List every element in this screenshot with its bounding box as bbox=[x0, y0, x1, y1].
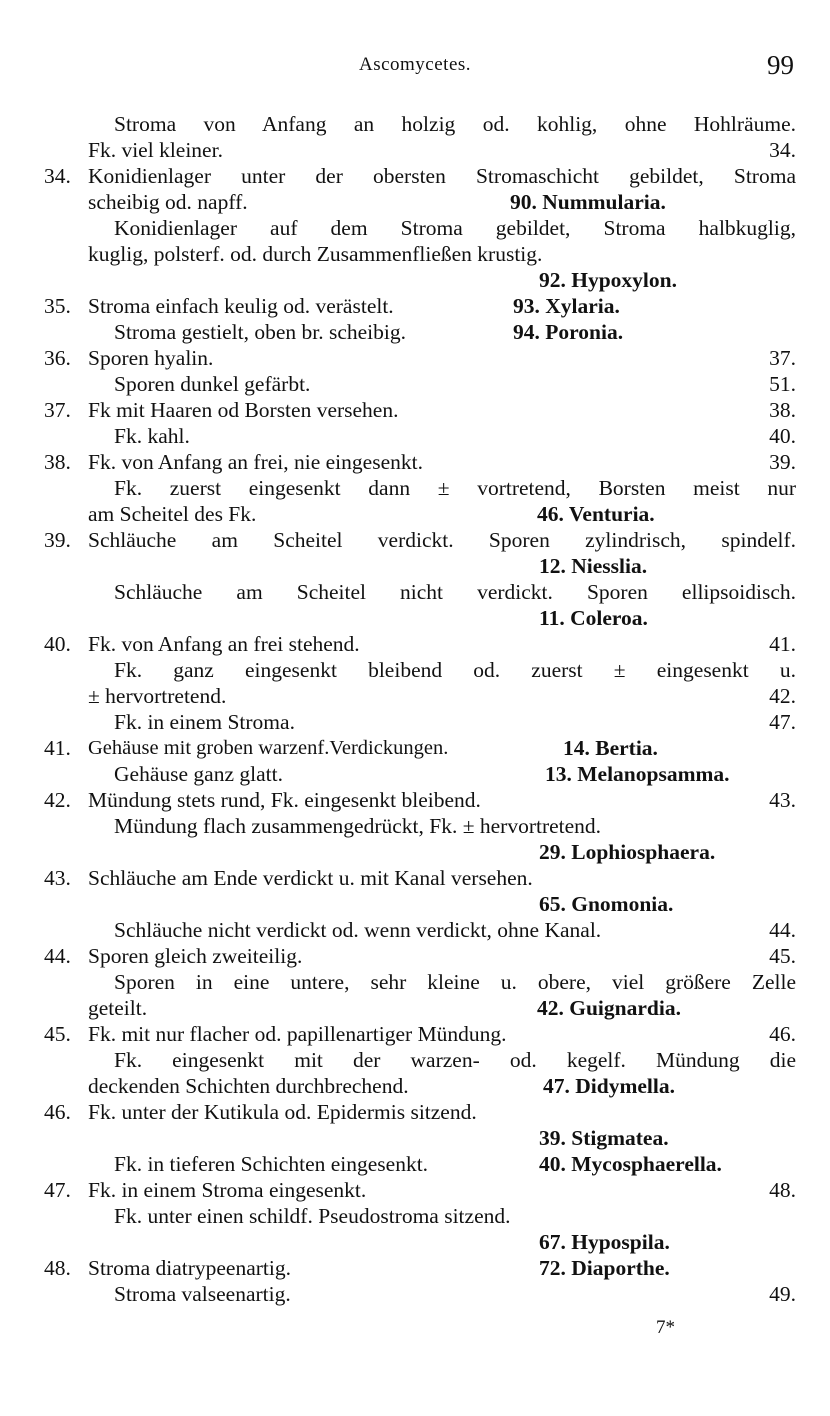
key-line bbox=[0, 1125, 830, 1151]
key-line bbox=[0, 475, 830, 501]
couplet-number: 38. bbox=[44, 450, 71, 474]
genus-name: 13. Melanopsamma. bbox=[545, 762, 730, 786]
genus-name: 94. Poronia. bbox=[513, 320, 624, 344]
lead-reference: 39. bbox=[769, 450, 796, 474]
couplet-number: 45. bbox=[44, 1022, 71, 1046]
key-line bbox=[0, 579, 830, 605]
genus-name: 29. Lophiosphaera. bbox=[539, 840, 716, 864]
line-text: Schläuche am Ende verdickt u. mit Kanal versehen. bbox=[88, 866, 533, 890]
lead-reference: 40. bbox=[769, 424, 796, 448]
line-text: Konidienlager auf dem Stroma gebildet, Stroma halbkuglig, bbox=[114, 216, 796, 240]
genus-name: 12. Niesslia. bbox=[539, 554, 648, 578]
line-text: deckenden Schichten durchbrechend. bbox=[88, 1074, 409, 1098]
genus-name: 90. Nummularia. bbox=[510, 190, 666, 214]
genus-name: 39. Stigmatea. bbox=[539, 1126, 669, 1150]
running-header: Ascomycetes. bbox=[358, 54, 472, 75]
line-text: Schläuche am Scheitel verdickt. Sporen zylindrisch, spindelf. bbox=[88, 528, 796, 552]
line-text: Fk. eingesenkt mit der warzen- od. kegelf. Mündung die bbox=[114, 1048, 796, 1072]
page-number: 99 bbox=[767, 50, 794, 80]
key-line bbox=[0, 1255, 830, 1281]
key-line bbox=[0, 1047, 830, 1073]
key-line bbox=[0, 345, 830, 371]
key-line bbox=[0, 449, 830, 475]
lead-reference: 43. bbox=[769, 788, 796, 812]
couplet-number: 48. bbox=[44, 1256, 71, 1280]
line-text: Sporen gleich zweiteilig. bbox=[88, 944, 303, 968]
couplet-number: 44. bbox=[44, 944, 71, 968]
genus-name: 65. Gnomonia. bbox=[539, 892, 674, 916]
genus-name: 42. Guignardia. bbox=[537, 996, 681, 1020]
lead-reference: 41. bbox=[769, 632, 796, 656]
couplet-number: 46. bbox=[44, 1100, 71, 1124]
couplet-number: 47. bbox=[44, 1178, 71, 1202]
line-text: Fk. von Anfang an frei stehend. bbox=[88, 632, 360, 656]
genus-name: 72. Diaporthe. bbox=[539, 1256, 670, 1280]
genus-name: 40. Mycosphaerella. bbox=[539, 1152, 722, 1176]
lead-reference: 42. bbox=[769, 684, 796, 708]
key-line bbox=[0, 1281, 830, 1307]
key-line bbox=[0, 891, 830, 917]
lead-reference: 44. bbox=[769, 918, 796, 942]
line-text: Fk. mit nur flacher od. papillenartiger Mündung. bbox=[88, 1022, 507, 1046]
line-text: scheibig od. napff. bbox=[88, 190, 248, 214]
lead-reference: 49. bbox=[769, 1282, 796, 1306]
line-text: Konidienlager unter der obersten Stromaschicht gebildet, Stroma bbox=[88, 164, 796, 188]
line-text: Stroma von Anfang an holzig od. kohlig, ohne Hohlräume. bbox=[114, 112, 796, 136]
line-text: Fk. in tieferen Schichten eingesenkt. bbox=[114, 1152, 429, 1176]
key-line bbox=[0, 839, 830, 865]
line-text: Fk. in einem Stroma eingesenkt. bbox=[88, 1178, 367, 1202]
couplet-number: 42. bbox=[44, 788, 71, 812]
line-text: Fk. viel kleiner. bbox=[88, 138, 223, 162]
line-text: Stroma diatrypeenartig. bbox=[88, 1256, 291, 1280]
key-line bbox=[0, 683, 830, 709]
key-line bbox=[0, 137, 830, 163]
line-text: Sporen in eine untere, sehr kleine u. obere, viel größere Zelle bbox=[114, 970, 796, 994]
line-text: geteilt. bbox=[88, 996, 148, 1020]
line-text: Mündung stets rund, Fk. eingesenkt bleibend. bbox=[88, 788, 481, 812]
key-line bbox=[0, 215, 830, 241]
line-text: Stroma einfach keulig od. verästelt. bbox=[88, 294, 394, 318]
key-line bbox=[0, 657, 830, 683]
key-line bbox=[0, 397, 830, 423]
key-line bbox=[0, 709, 830, 735]
key-line bbox=[0, 787, 830, 813]
key-line bbox=[0, 319, 830, 345]
key-line bbox=[0, 1021, 830, 1047]
couplet-number: 34. bbox=[44, 164, 71, 188]
couplet-number: 39. bbox=[44, 528, 71, 552]
key-line bbox=[0, 1229, 830, 1255]
key-line bbox=[0, 553, 830, 579]
line-text: kuglig, polsterf. od. durch Zusammenfließen krustig. bbox=[88, 242, 543, 266]
key-line bbox=[0, 1099, 830, 1125]
line-text: ± hervortretend. bbox=[88, 684, 227, 708]
genus-name: 93. Xylaria. bbox=[513, 294, 620, 318]
key-line bbox=[0, 1151, 830, 1177]
lead-reference: 46. bbox=[769, 1022, 796, 1046]
key-line bbox=[0, 163, 830, 189]
key-line bbox=[0, 969, 830, 995]
line-text: Stroma valseenartig. bbox=[114, 1282, 291, 1306]
lead-reference: 51. bbox=[769, 372, 796, 396]
line-text: Schläuche nicht verdickt od. wenn verdickt, ohne Kanal. bbox=[114, 918, 602, 942]
line-text: Fk. von Anfang an frei, nie eingesenkt. bbox=[88, 450, 423, 474]
key-line bbox=[0, 527, 830, 553]
line-text: Fk mit Haaren od Borsten versehen. bbox=[88, 398, 399, 422]
key-line bbox=[0, 995, 830, 1021]
key-line bbox=[0, 423, 830, 449]
couplet-number: 35. bbox=[44, 294, 71, 318]
lead-reference: 34. bbox=[769, 138, 796, 162]
line-text: Stroma gestielt, oben br. scheibig. bbox=[114, 320, 406, 344]
line-text: Fk. in einem Stroma. bbox=[114, 710, 295, 734]
key-line bbox=[0, 293, 830, 319]
key-line bbox=[0, 813, 830, 839]
genus-name: 46. Venturia. bbox=[537, 502, 655, 526]
key-line bbox=[0, 761, 830, 787]
genus-name: 67. Hypospila. bbox=[539, 1230, 670, 1254]
key-line bbox=[0, 631, 830, 657]
couplet-number: 37. bbox=[44, 398, 71, 422]
couplet-number: 40. bbox=[44, 632, 71, 656]
line-text: Gehäuse ganz glatt. bbox=[114, 762, 283, 786]
lead-reference: 38. bbox=[769, 398, 796, 422]
lead-reference: 37. bbox=[769, 346, 796, 370]
key-line bbox=[0, 917, 830, 943]
key-line bbox=[0, 1177, 830, 1203]
genus-name: 14. Bertia. bbox=[563, 736, 658, 760]
line-text: Fk. kahl. bbox=[114, 424, 190, 448]
couplet-number: 43. bbox=[44, 866, 71, 890]
lead-reference: 47. bbox=[769, 710, 796, 734]
line-text: Fk. zuerst eingesenkt dann ± vortretend, Borsten meist nur bbox=[114, 476, 796, 500]
key-line bbox=[0, 943, 830, 969]
line-text: Gehäuse mit groben warzenf.Verdickungen. bbox=[88, 737, 449, 759]
line-text: am Scheitel des Fk. bbox=[88, 502, 257, 526]
line-text: Sporen dunkel gefärbt. bbox=[114, 372, 311, 396]
key-line bbox=[0, 189, 830, 215]
line-text: Sporen hyalin. bbox=[88, 346, 214, 370]
line-text: Fk. ganz eingesenkt bleibend od. zuerst ± eingesenkt u. bbox=[114, 658, 796, 682]
genus-name: 47. Didymella. bbox=[543, 1074, 675, 1098]
key-line bbox=[0, 111, 830, 137]
key-line bbox=[0, 1073, 830, 1099]
couplet-number: 41. bbox=[44, 736, 71, 760]
line-text: Fk. unter einen schildf. Pseudostroma sitzend. bbox=[114, 1204, 511, 1228]
key-line bbox=[0, 241, 830, 267]
key-line bbox=[0, 1203, 830, 1229]
line-text: Fk. unter der Kutikula od. Epidermis sitzend. bbox=[88, 1100, 477, 1124]
key-line bbox=[0, 371, 830, 397]
key-line bbox=[0, 865, 830, 891]
key-line bbox=[0, 501, 830, 527]
lead-reference: 48. bbox=[769, 1178, 796, 1202]
genus-name: 92. Hypoxylon. bbox=[539, 268, 677, 292]
key-line bbox=[0, 735, 830, 761]
lead-reference: 45. bbox=[769, 944, 796, 968]
line-text: Schläuche am Scheitel nicht verdickt. Sporen ellipsoidisch. bbox=[114, 580, 796, 604]
key-line bbox=[0, 605, 830, 631]
line-text: Mündung flach zusammengedrückt, Fk. ± hervortretend. bbox=[114, 814, 602, 838]
genus-name: 11. Coleroa. bbox=[539, 606, 648, 630]
key-line bbox=[0, 267, 830, 293]
printer-signature-mark: 7* bbox=[656, 1317, 675, 1338]
couplet-number: 36. bbox=[44, 346, 71, 370]
